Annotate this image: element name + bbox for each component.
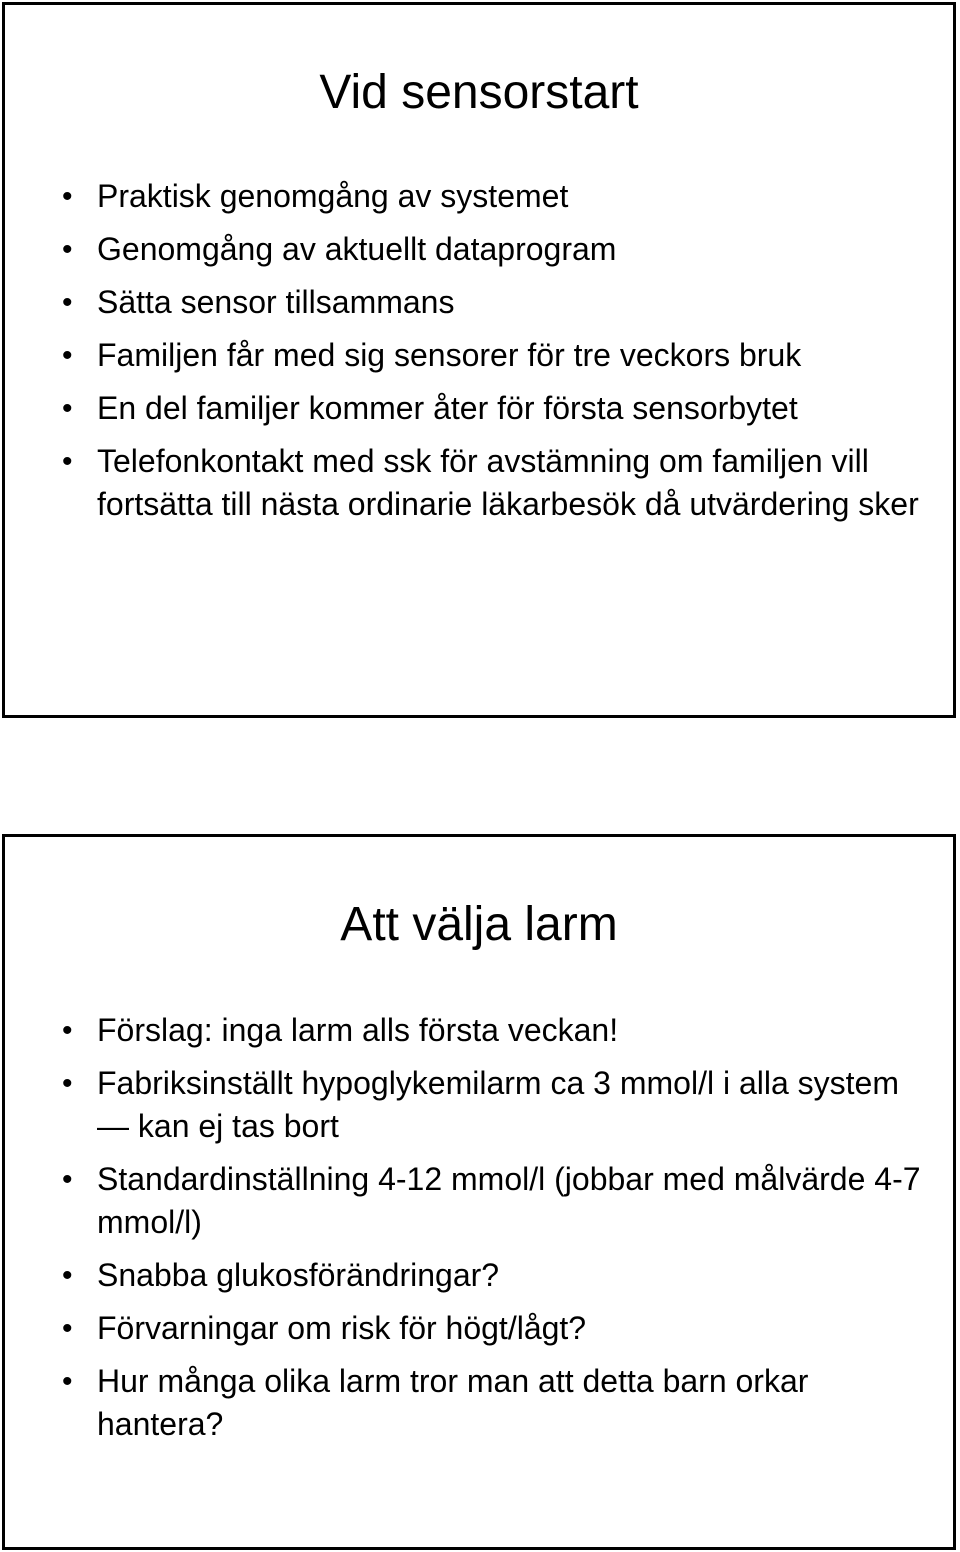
bullet-text: Förvarningar om risk för högt/lågt? [97,1310,587,1346]
bullet-list [57,175,923,536]
bullet-text: Snabba glukosförändringar? [97,1257,500,1293]
bullet-text: Förslag: inga larm alls första veckan! [97,1012,619,1048]
bullet-icon: • [62,1259,73,1292]
bullet-icon: • [62,445,73,478]
bullet-text: Standardinställning 4-12 mmol/l (jobbar med målvärde 4-7 mmol/l) [97,1161,921,1240]
list-item [57,440,923,526]
list-item [57,175,923,218]
slide-title: Att välja larm [340,898,618,951]
bullet-text: Genomgång av aktuellt dataprogram [97,231,617,267]
bullet-icon: • [62,339,73,372]
bullet-icon: • [62,1014,73,1047]
list-item [57,1009,923,1052]
bullet-text: En del familjer kommer åter för första sensorbytet [97,390,798,426]
list-item [57,228,923,271]
bullet-icon: • [62,286,73,319]
bullet-text: Sätta sensor tillsammans [97,284,455,320]
bullet-icon: • [62,180,73,213]
bullet-icon: • [62,233,73,266]
bullet-text: Praktisk genomgång av systemet [97,178,569,214]
list-item [57,1254,923,1297]
list-item [57,281,923,324]
bullet-text: Hur många olika larm tror man att detta barn orkar hantera? [97,1363,809,1442]
slide-att-valja-larm [2,834,956,1550]
bullet-icon: • [62,392,73,425]
bullet-list [57,1009,923,1456]
bullet-text: Familjen får med sig sensorer för tre veckors bruk [97,337,802,373]
bullet-icon: • [62,1312,73,1345]
bullet-icon: • [62,1365,73,1398]
list-item [57,387,923,430]
bullet-icon: • [62,1067,73,1100]
bullet-icon: • [62,1163,73,1196]
list-item [57,1360,923,1446]
bullet-text: Telefonkontakt med ssk för avstämning om familjen vill fortsätta till nästa ordinarie läkarbesök då utvärdering sker [97,443,919,522]
slide-vid-sensorstart [2,2,956,718]
bullet-text: Fabriksinställt hypoglykemilarm ca 3 mmol/l i alla system — kan ej tas bort [97,1065,899,1144]
list-item [57,1062,923,1148]
slide-title: Vid sensorstart [319,66,639,119]
list-item [57,1307,923,1350]
list-item [57,1158,923,1244]
list-item [57,334,923,377]
